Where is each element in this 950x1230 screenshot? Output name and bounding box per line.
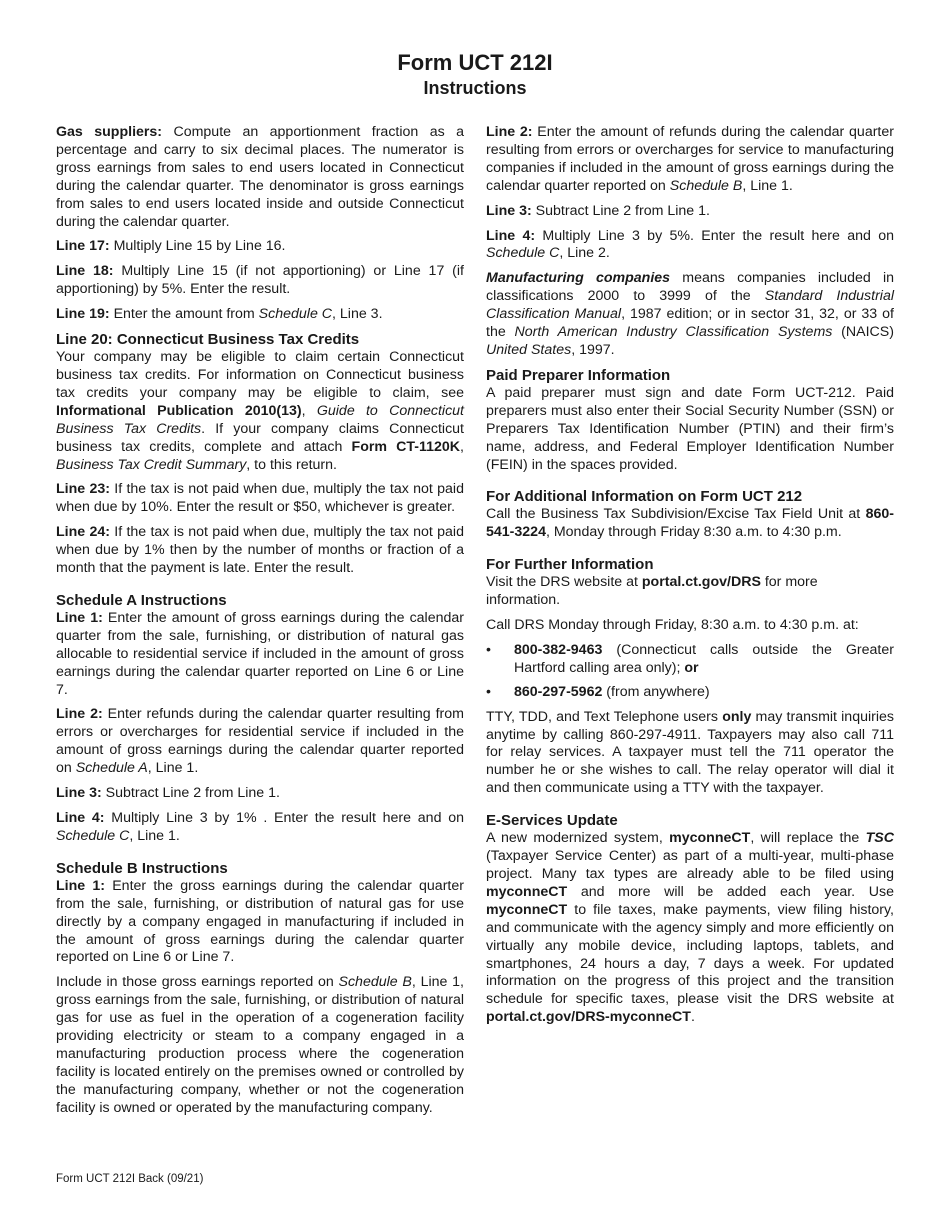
line24-text: If the tax is not paid when due, multiply the tax not paid when due by 1% then by the number of months or fraction of a month that the payment is late. Enter the result.	[56, 524, 464, 577]
guide-title: Guide to Connecticut Business Tax Credits	[56, 402, 464, 437]
line20-heading: Line 20: Connecticut Business Tax Credits	[56, 331, 360, 349]
schedule-a-line3	[56, 785, 464, 803]
additional-info-paragraph	[486, 506, 894, 542]
phone-1-description: (Connecticut calls outside the Greater Hartford calling area only);	[514, 641, 894, 676]
line18-label: Line 18:	[56, 263, 114, 280]
gas-suppliers-text: Compute an apportionment fraction as a percentage and carry to six decimal places. The numerator is gross earnings from sales to end users located in Connecticut during the calendar quarter. The denominator is gross earnings from sales to end users located inside and outside Connecticut during the calendar quarter.	[56, 124, 464, 230]
schedule-a-line3-text: Subtract Line 2 from Line 1.	[101, 785, 280, 802]
right-column	[486, 124, 894, 1034]
eservices-heading: E-Services Update	[486, 812, 618, 830]
schedule-b-line4-end: , Line 2.	[559, 245, 610, 262]
summary-title: Business Tax Credit Summary	[56, 456, 247, 473]
visit-text: Visit the DRS website at	[486, 574, 642, 591]
manufacturing-term: Manufacturing companies	[486, 270, 671, 287]
manufacturing-text-4: , 1997.	[571, 341, 615, 358]
form-ct1120k-ref: Form CT-1120K	[351, 438, 461, 455]
line20-text-4: ,	[460, 438, 464, 455]
line17-text: Multiply Line 15 by Line 16.	[109, 238, 286, 255]
call-hours: Call DRS Monday through Friday, 8:30 a.m. to 4:30 p.m. at:	[486, 617, 859, 634]
schedule-b-heading: Schedule B Instructions	[56, 859, 228, 877]
list-item	[486, 642, 894, 678]
gas-suppliers-paragraph	[56, 124, 464, 231]
eservices-paragraph	[486, 830, 894, 1027]
line20-text-2: ,	[301, 402, 317, 419]
schedule-a-line1-text: Enter the amount of gross earnings during the calendar quarter from the sale, furnishing, or distribution of natural gas allocable to residential service if included in the amount of gross earnings during the calendar quarter reported on Line 6 or Line 7.	[56, 609, 464, 698]
line23-text: If the tax is not paid when due, multiply the tax not paid when due by 10%. Enter the result or $50, whichever is greater.	[56, 481, 464, 516]
line18-paragraph	[56, 263, 464, 299]
schedule-b-line3-label: Line 3:	[486, 202, 532, 219]
manufacturing-text-2: , 1987 edition; or in sector 31, 32, or 33 of the	[486, 306, 894, 341]
drs-website-link[interactable]: portal.ct.gov/DRS	[641, 574, 761, 591]
gas-suppliers-label: Gas suppliers:	[56, 124, 163, 140]
sic-manual-title: Standard Industrial Classification Manual	[486, 288, 894, 323]
myconnect-name: myconneCT	[486, 883, 568, 900]
schedule-a-heading: Schedule A Instructions	[56, 591, 227, 609]
additional-info-hours: , Monday through Friday 8:30 a.m. to 4:30 p.m.	[545, 524, 842, 541]
schedule-b-line2-end: , Line 1.	[742, 177, 793, 194]
schedule-b-line2-text: Enter the amount of refunds during the calendar quarter resulting from errors or overcharges for service to manufacturing companies if included in the amount of gross earnings during the calendar quarter reported on	[486, 124, 894, 194]
myconnect-name: myconneCT	[669, 830, 751, 847]
page-subtitle: Instructions	[423, 78, 527, 98]
eservices-text-1: A new modernized system,	[486, 830, 670, 847]
line20-text-3: . If your company claims Connecticut business tax credits, complete and attach	[56, 420, 464, 455]
eservices-text-4: and more will be added each year. Use	[567, 883, 894, 900]
schedule-b-ref: Schedule B	[338, 974, 412, 991]
phone-or: or	[684, 659, 699, 676]
schedule-b-line2-label: Line 2:	[486, 124, 533, 140]
publication-ref: Informational Publication 2010(13)	[56, 402, 302, 419]
additional-info-text: Call the Business Tax Subdivision/Excise Tax Field Unit at	[486, 506, 866, 523]
manufacturing-definition	[486, 270, 894, 360]
phone-list	[486, 642, 894, 702]
further-info-heading: For Further Information	[486, 556, 654, 574]
line24-paragraph	[56, 524, 464, 578]
schedule-b-line4-text: Multiply Line 3 by 5%. Enter the result here and on	[535, 227, 894, 244]
line19-label: Line 19:	[56, 306, 110, 323]
paid-preparer-paragraph: A paid preparer must sign and date Form UCT-212. Paid preparers must also enter their Social Security Number (SSN) or Preparers Tax Identification Number (PTIN) and their firm’s name, address, and Federal Employer Identification Number (FEIN) in the spaces provided.	[486, 384, 894, 473]
tsc-name: TSC	[865, 830, 895, 847]
excise-unit-phone: 860-541-3224	[486, 506, 894, 541]
line23-paragraph	[56, 481, 464, 517]
tty-text: TTY, TDD, and Text Telephone users	[486, 708, 723, 725]
line18-text: Multiply Line 15 (if not apportioning) or Line 17 (if apportioning) by 5%. Enter the result.	[56, 263, 464, 298]
bullet-icon: •	[486, 641, 491, 658]
schedule-b-line1-label: Line 1:	[56, 877, 105, 894]
bullet-icon: •	[486, 683, 491, 700]
tty-only: only	[722, 708, 752, 725]
eservices-text-5: to file taxes, make payments, view filing history, and communicate with the agency simply and more efficiently on virtually any mobile device, including laptops, tablets, and smartphones, 24 hours a day, 7 days a week. For updated information on the progress of this project and the transition schedule for specific taxes, please visit the DRS website at	[486, 901, 894, 1008]
line23-label: Line 23:	[56, 481, 110, 498]
phone-number-1: 800-382-9463	[514, 641, 603, 658]
line20-text-1: Your company may be eligible to claim certain Connecticut business tax credits. For information on Connecticut business tax credits your company may be eligible to claim, see	[56, 349, 464, 401]
line17-label: Line 17:	[56, 238, 110, 255]
eservices-text-3: (Taxpayer Service Center) as part of a multi-year, multi-phase project. Many tax types are already able to be filed using	[486, 848, 894, 882]
line19-text-end: , Line 3.	[332, 306, 383, 323]
schedule-a-line1-label: Line 1:	[56, 609, 103, 626]
line20-paragraph	[56, 349, 464, 474]
schedule-b-line1	[56, 878, 464, 968]
line17-paragraph	[56, 238, 464, 256]
page-footer: Form UCT 212I Back (09/21)	[56, 1173, 204, 1185]
schedule-b-line4-label: Line 4:	[486, 227, 536, 244]
schedule-b-line3-text: Subtract Line 2 from Line 1.	[531, 202, 710, 219]
schedule-a-line3-label: Line 3:	[56, 785, 102, 802]
schedule-b-line2	[486, 124, 894, 196]
line24-label: Line 24:	[56, 524, 110, 541]
schedule-b-line3	[486, 203, 894, 221]
schedule-b-line4	[486, 228, 894, 264]
myconnect-website-link[interactable]: portal.ct.gov/DRS-myconneCT	[486, 1009, 691, 1026]
visit-text-end: for more information.	[486, 574, 818, 609]
schedule-a-ref: Schedule A	[75, 760, 148, 777]
schedule-c-ref: Schedule C	[56, 827, 130, 844]
manufacturing-text-3: (NAICS)	[832, 324, 894, 341]
schedule-b-line4-ref: Schedule C	[486, 245, 560, 262]
schedule-a-line2-label: Line 2:	[56, 706, 103, 723]
phone-number-2: 860-297-5962	[514, 683, 603, 700]
eservices-text-end: .	[690, 1009, 695, 1026]
schedule-a-line4	[56, 810, 464, 846]
line20-text-5: , to this return.	[246, 456, 337, 473]
tty-paragraph	[486, 709, 894, 799]
list-item	[486, 684, 894, 702]
additional-info-heading: For Additional Information on Form UCT 212	[486, 488, 803, 506]
eservices-text-2: , will replace the	[750, 830, 866, 847]
schedule-a-line4-end: , Line 1.	[129, 827, 180, 844]
paid-preparer-heading: Paid Preparer Information	[486, 366, 671, 384]
line19-schedule-ref: Schedule C	[258, 306, 333, 323]
line19-paragraph	[56, 306, 464, 324]
schedule-b-include	[56, 974, 464, 1117]
schedule-b-line1-text: Enter the gross earnings during the calendar quarter from the sale, furnishing, or distribution of natural gas for use directly by a company engaged in manufacturing if included in the amount of gross earnings during the calendar quarter reported on Line 6 or Line 7.	[56, 877, 464, 966]
left-column	[56, 124, 464, 1125]
schedule-a-line2-end: , Line 1.	[147, 760, 199, 777]
page-title: Form UCT 212I	[397, 50, 553, 75]
tty-text-end: may transmit inquiries anytime by calling 860-297-4911. Taxpayers may also call 711 for relay services. A taxpayer must tell the 711 operator the number he or she wishes to call. The relay operator will dial it and then communicate using a TTY with the taxpayer.	[486, 708, 894, 797]
united-states-title: United States	[486, 341, 572, 358]
myconnect-name: myconneCT	[486, 901, 568, 918]
schedule-a-line2	[56, 706, 464, 778]
visit-website-paragraph	[486, 574, 894, 610]
schedule-a-line2-text: Enter refunds during the calendar quarter resulting from errors or overcharges for residential service if included in the amount of gross earnings during the calendar quarter reported on	[56, 706, 464, 777]
schedule-a-line4-label: Line 4:	[56, 810, 105, 826]
line19-text: Enter the amount from	[109, 306, 259, 323]
phone-2-description: (from anywhere)	[602, 683, 710, 700]
schedule-a-line1	[56, 610, 464, 700]
schedule-b-include-end: , Line 1, gross earnings from the sale, furnishing, or distribution of natural gas for use as fuel in the operation of a cogeneration facility providing electricity or steam to a company engaged in a manufacturing production process where the cogeneration facility is located entirely on the premises owned or controlled by the manufacturing company, whether or not the cogeneration facility is owned or operated by the manufacturing company.	[56, 974, 464, 1116]
naics-title: North American Industry Classification Systems	[514, 324, 833, 341]
schedule-b-line2-ref: Schedule B	[669, 177, 743, 194]
schedule-b-include-text: Include in those gross earnings reported on	[56, 974, 339, 991]
manufacturing-text-1: means companies included in classifications 2000 to 3999 of the	[486, 270, 894, 305]
schedule-a-line4-text: Multiply Line 3 by 1% . Enter the result here and on	[104, 810, 464, 826]
